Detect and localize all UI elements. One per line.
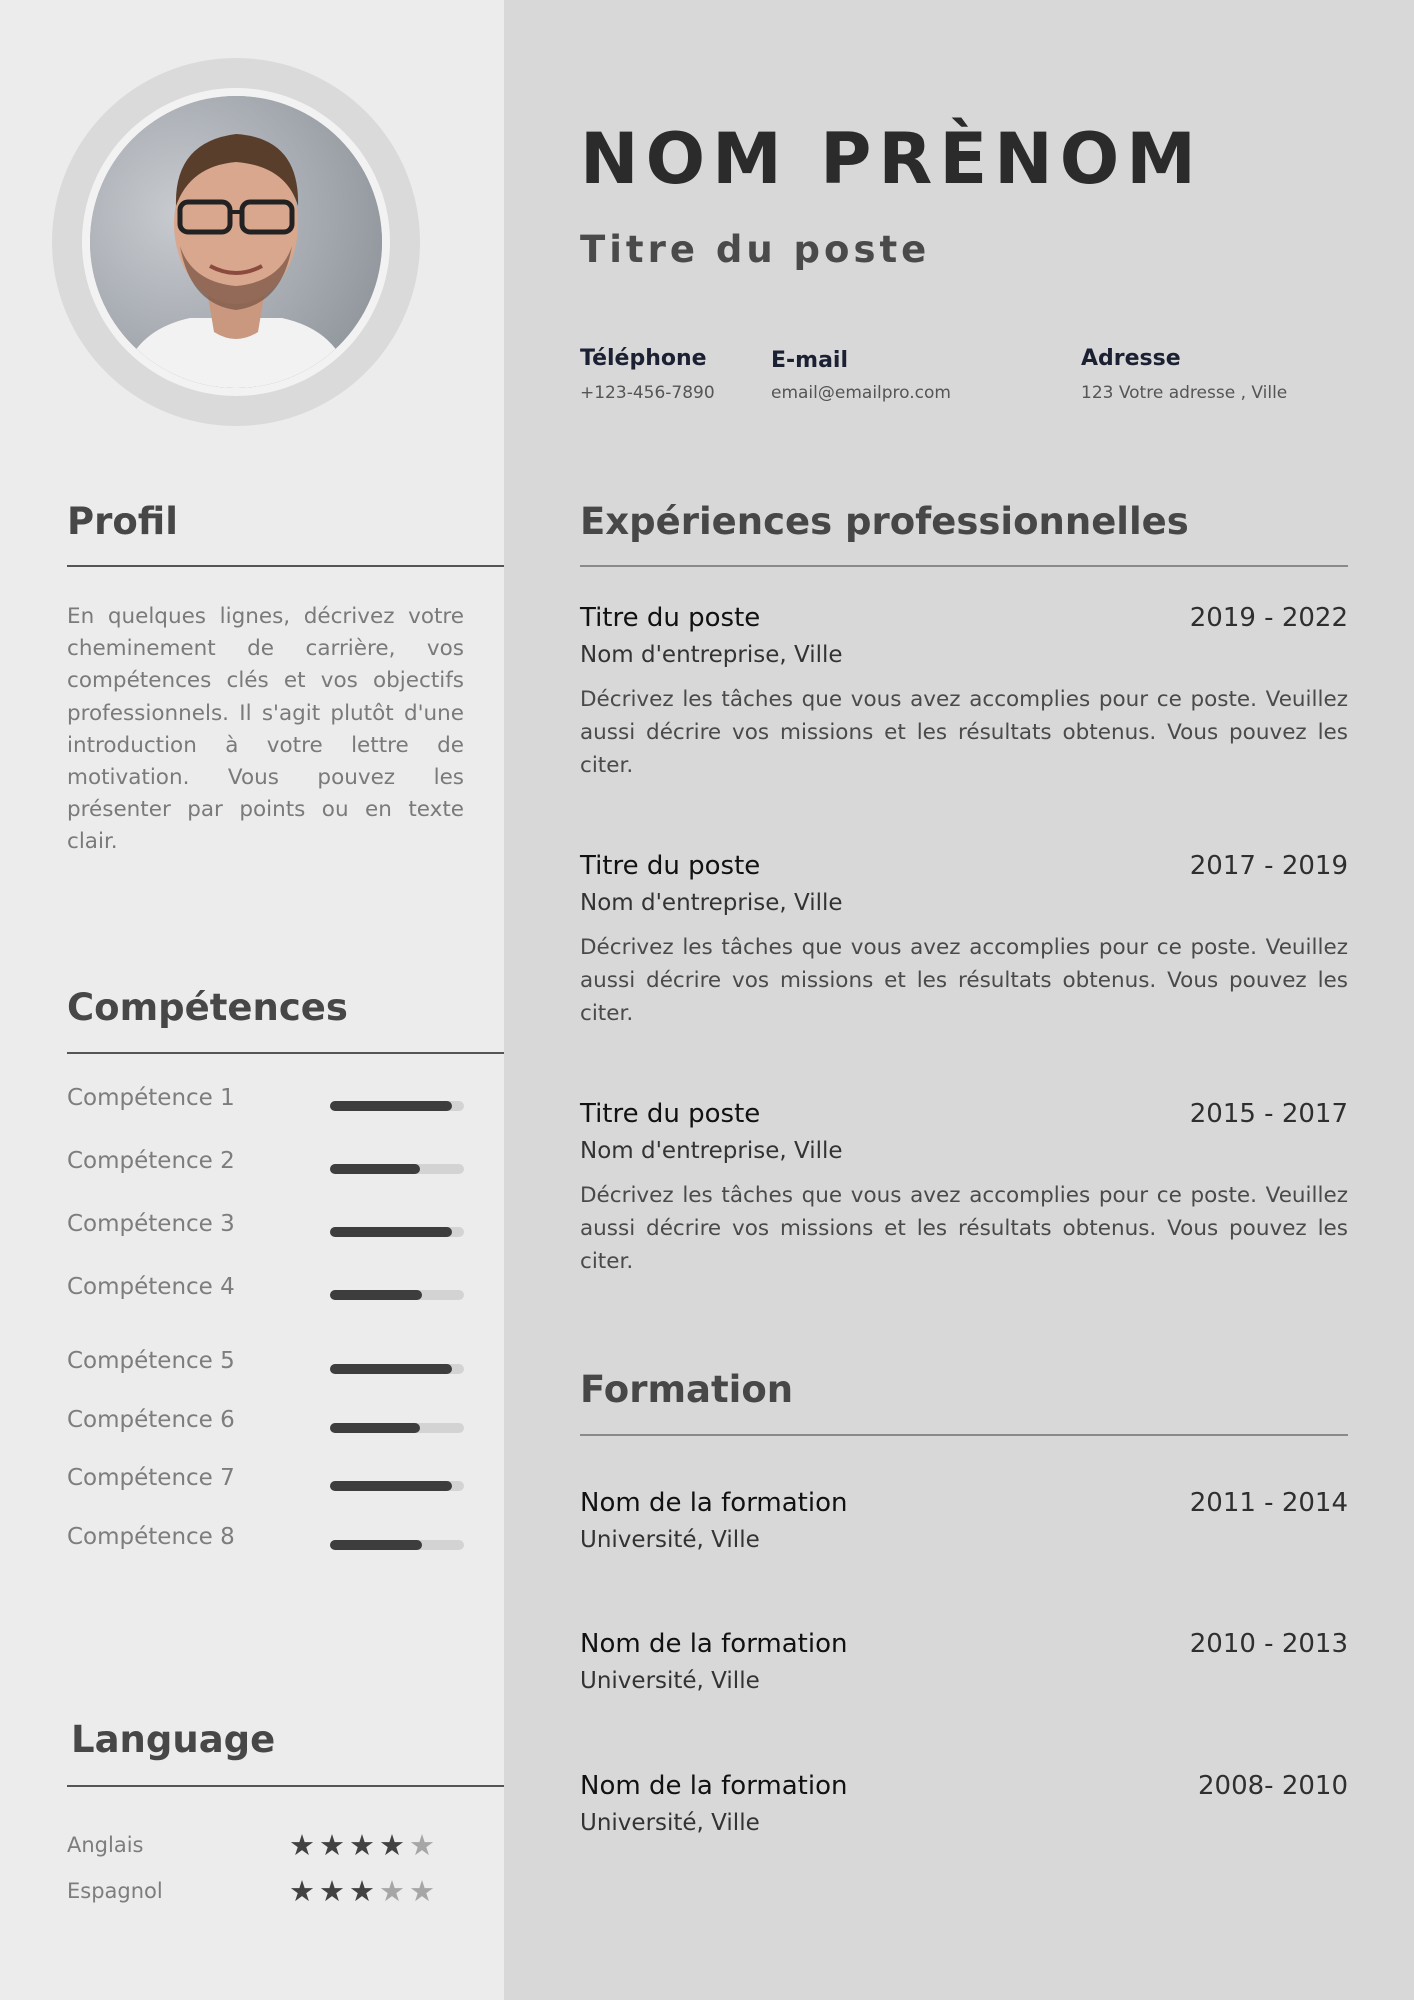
entry-company: Nom d'entreprise, Ville <box>580 642 843 668</box>
skill-bar-track <box>330 1540 464 1550</box>
contact-label: E-mail <box>771 348 849 373</box>
skill-bar-track <box>330 1101 464 1111</box>
entry-company: Nom d'entreprise, Ville <box>580 890 843 916</box>
skill-label: Compétence 4 <box>67 1274 235 1300</box>
profile-photo <box>90 96 382 388</box>
language-row <box>67 1876 464 1911</box>
skill-row <box>67 1524 464 1558</box>
profile-divider <box>67 565 504 567</box>
skill-bar-track <box>330 1290 464 1300</box>
star-rating <box>289 1874 439 1909</box>
skill-label: Compétence 3 <box>67 1211 235 1237</box>
skill-bar-fill <box>330 1164 420 1174</box>
skill-row <box>67 1085 464 1119</box>
entry-title: Nom de la formation <box>580 1771 848 1801</box>
entry-description: Décrivez les tâches que vous avez accomplies pour ce poste. Veuillez aussi décrire vos missions et les résultats obtenus. Vous pouvez les citer. <box>580 935 1348 1026</box>
skill-bar-fill <box>330 1290 422 1300</box>
contact-phone <box>580 346 715 403</box>
contact-label: Téléphone <box>580 346 707 371</box>
skills-divider <box>67 1052 504 1054</box>
entry-dates: 2015 - 2017 <box>1189 1099 1348 1129</box>
entry-dates: 2011 - 2014 <box>1189 1488 1348 1518</box>
contact-label: Adresse <box>1081 346 1181 371</box>
star-empty-icon: ★ <box>409 1830 439 1862</box>
skill-bar-fill <box>330 1423 420 1433</box>
skill-label: Compétence 1 <box>67 1085 235 1111</box>
job-title: Titre du poste <box>580 228 931 271</box>
skill-bar-track <box>330 1423 464 1433</box>
experience-divider <box>580 565 1348 567</box>
star-filled-icon: ★ <box>379 1830 409 1862</box>
entry-description: Décrivez les tâches que vous avez accomplies pour ce poste. Veuillez aussi décrire vos missions et les résultats obtenus. Vous pouvez les citer. <box>580 687 1348 778</box>
entry-title: Nom de la formation <box>580 1488 848 1518</box>
profile-text: En quelques lignes, décrivez votre cheminement de carrière, vos compétences clés et vos objectifs professionnels. Il s'agit plutôt d'une introduction à votre lettre de motivation. Vous pouvez les présenter par points ou en texte clair. <box>67 604 464 855</box>
education-divider <box>580 1434 1348 1436</box>
language-label: Anglais <box>67 1833 144 1857</box>
portrait-image <box>90 96 382 388</box>
skill-bar-track <box>330 1164 464 1174</box>
skill-bar-fill <box>330 1364 452 1374</box>
skill-bar-fill <box>330 1481 452 1491</box>
language-label: Espagnol <box>67 1879 163 1903</box>
star-filled-icon: ★ <box>289 1876 319 1908</box>
skill-bar-track <box>330 1364 464 1374</box>
skill-bar-fill <box>330 1540 422 1550</box>
entry-title: Nom de la formation <box>580 1629 848 1659</box>
skill-row <box>67 1465 464 1499</box>
entry-title: Titre du poste <box>580 603 761 633</box>
entry-dates: 2010 - 2013 <box>1189 1629 1348 1659</box>
skill-bar-fill <box>330 1101 452 1111</box>
skill-row <box>67 1148 464 1182</box>
entry-school: Université, Ville <box>580 1527 760 1553</box>
languages-divider <box>67 1785 504 1787</box>
contact-email <box>771 348 951 403</box>
star-empty-icon: ★ <box>409 1876 439 1908</box>
education-heading: Formation <box>580 1368 794 1411</box>
star-filled-icon: ★ <box>319 1876 349 1908</box>
languages-heading: Language <box>71 1718 276 1761</box>
profile-heading: Profil <box>67 500 178 543</box>
skill-bar-fill <box>330 1227 452 1237</box>
star-empty-icon: ★ <box>379 1876 409 1908</box>
contact-address <box>1081 346 1287 403</box>
star-filled-icon: ★ <box>319 1830 349 1862</box>
skill-row <box>67 1211 464 1245</box>
star-filled-icon: ★ <box>289 1830 319 1862</box>
entry-description: Décrivez les tâches que vous avez accomplies pour ce poste. Veuillez aussi décrire vos missions et les résultats obtenus. Vous pouvez les citer. <box>580 1183 1348 1274</box>
entry-title: Titre du poste <box>580 1099 761 1129</box>
skills-heading: Compétences <box>67 986 348 1029</box>
skill-row <box>67 1407 464 1441</box>
entry-company: Nom d'entreprise, Ville <box>580 1138 843 1164</box>
skill-label: Compétence 6 <box>67 1407 235 1433</box>
entry-dates: 2008- 2010 <box>1198 1771 1348 1801</box>
skill-label: Compétence 8 <box>67 1524 235 1550</box>
skill-label: Compétence 7 <box>67 1465 235 1491</box>
star-rating <box>289 1828 439 1863</box>
star-filled-icon: ★ <box>349 1830 379 1862</box>
entry-dates: 2019 - 2022 <box>1189 603 1348 633</box>
entry-school: Université, Ville <box>580 1668 760 1694</box>
entry-title: Titre du poste <box>580 851 761 881</box>
skill-bar-track <box>330 1481 464 1491</box>
contact-value: +123-456-7890 <box>580 383 715 403</box>
skill-label: Compétence 2 <box>67 1148 235 1174</box>
skill-row <box>67 1274 464 1308</box>
language-row <box>67 1830 464 1865</box>
experience-heading: Expériences professionnelles <box>580 500 1189 543</box>
contact-value: 123 Votre adresse , Ville <box>1081 383 1288 403</box>
full-name: NOM PRÈNOM <box>580 118 1203 200</box>
entry-dates: 2017 - 2019 <box>1189 851 1348 881</box>
entry-school: Université, Ville <box>580 1810 760 1836</box>
skill-bar-track <box>330 1227 464 1237</box>
skill-row <box>67 1348 464 1382</box>
sidebar <box>0 0 504 2000</box>
star-filled-icon: ★ <box>349 1876 379 1908</box>
skill-label: Compétence 5 <box>67 1348 235 1374</box>
contact-value: email@emailpro.com <box>771 383 951 403</box>
